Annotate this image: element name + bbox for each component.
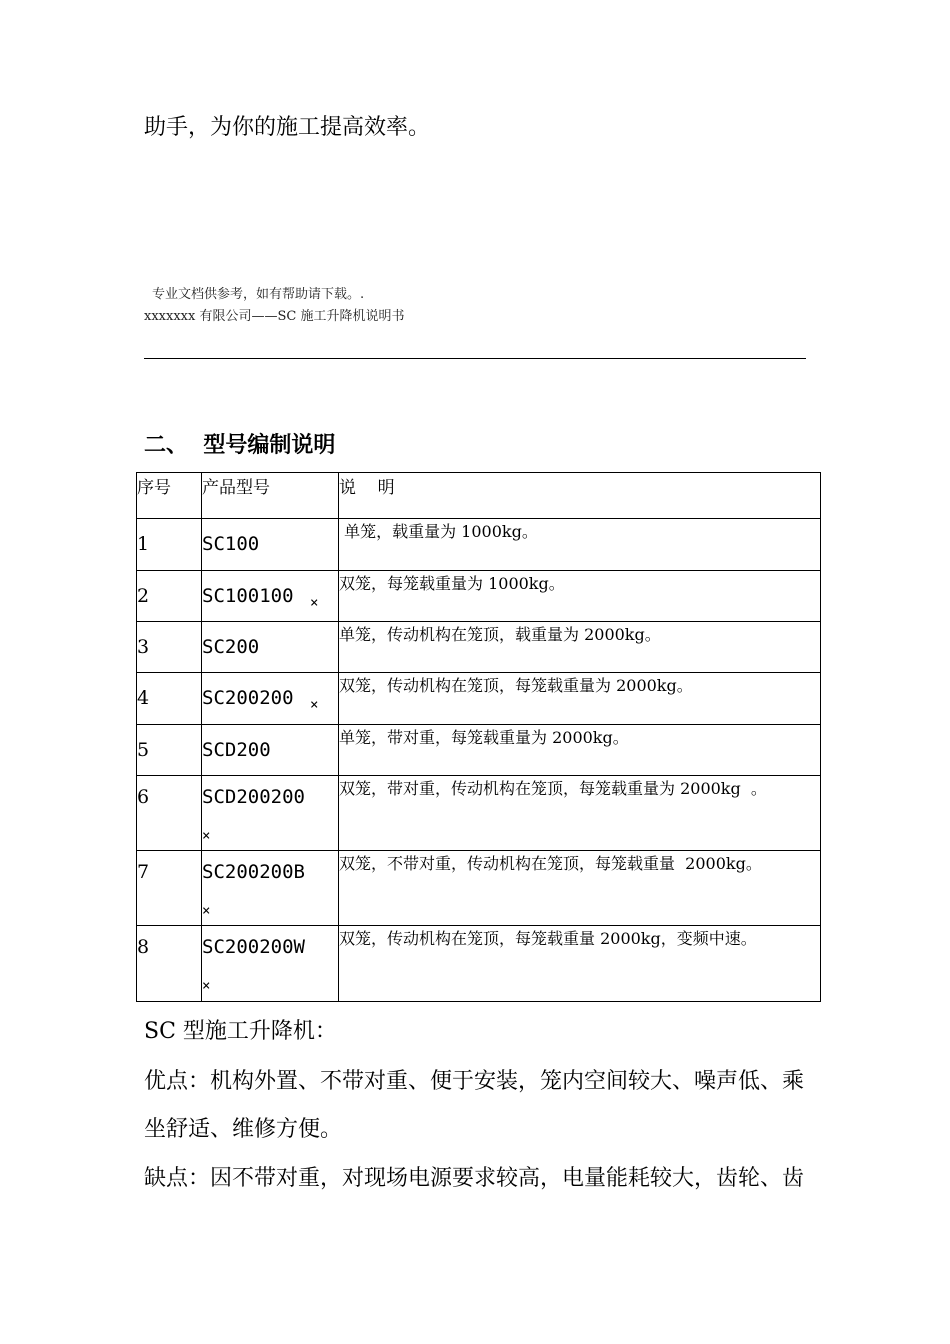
cell-desc: 双笼，传动机构在笼顶，每笼载重量 2000kg，变频中速。 [339, 926, 821, 1002]
cell-no: 3 [137, 622, 202, 673]
cell-desc: 双笼，不带对重，传动机构在笼顶，每笼载重量 2000kg。 [339, 851, 821, 926]
header-no: 序号 [137, 473, 202, 519]
cell-no: 4 [137, 673, 202, 725]
doc-note: 专业文档供参考，如有帮助请下载。. [152, 287, 365, 302]
running-header: xxxxxxx 有限公司——SC 施工升降机说明书 [144, 309, 405, 324]
top-text: 助手，为你的施工提高效率。 [144, 115, 431, 140]
cell-no: 2 [137, 571, 202, 622]
multiply-sign: × [202, 978, 211, 994]
header-model: 产品型号 [202, 473, 339, 519]
paragraph-3: 坐舒适、维修方便。 [144, 1117, 343, 1142]
cell-model [202, 851, 339, 926]
model-code: SC200200B [202, 861, 305, 883]
cell-desc: 双笼，传动机构在笼顶，每笼载重量为 2000kg。 [339, 673, 821, 725]
cell-desc: 双笼，带对重，传动机构在笼顶，每笼载重量为 2000kg 。 [339, 776, 821, 851]
cell-model [202, 776, 339, 851]
model-code: SCD200200 [202, 786, 305, 808]
model-code: SC100 [202, 533, 260, 555]
cell-no: 8 [137, 926, 202, 1002]
table-header-row [137, 473, 821, 519]
model-code: SC200200 [202, 687, 294, 709]
cell-model [202, 673, 339, 725]
paragraph-1: SC 型施工升降机： [144, 1019, 337, 1044]
model-code: SC200 [202, 636, 260, 658]
model-table [136, 472, 821, 1002]
table-row [137, 776, 821, 851]
paragraph-4: 缺点：因不带对重，对现场电源要求较高，电量能耗较大，齿轮、齿 [144, 1166, 805, 1191]
cell-model [202, 926, 339, 1002]
table-row [137, 519, 821, 571]
multiply-sign: × [310, 595, 319, 611]
cell-desc: 单笼，带对重，每笼载重量为 2000kg。 [339, 725, 821, 776]
table-row [137, 851, 821, 926]
cell-desc: 双笼，每笼载重量为 1000kg。 [339, 571, 821, 622]
table-row [137, 725, 821, 776]
multiply-sign: × [310, 697, 319, 713]
multiply-sign: × [202, 903, 211, 919]
cell-desc: 单笼，载重量为 1000kg。 [339, 519, 821, 571]
model-code: SC200200W [202, 936, 305, 958]
model-code: SC100100 [202, 585, 294, 607]
cell-no: 7 [137, 851, 202, 926]
header-rule [144, 358, 806, 359]
paragraph-2: 优点：机构外置、不带对重、便于安装，笼内空间较大、噪声低、乘 [144, 1069, 805, 1094]
table-row [137, 571, 821, 622]
cell-desc: 单笼，传动机构在笼顶，载重量为 2000kg。 [339, 622, 821, 673]
cell-model [202, 571, 339, 622]
cell-model [202, 725, 339, 776]
section-title: 二、 型号编制说明 [144, 433, 336, 458]
cell-no: 1 [137, 519, 202, 571]
table-row [137, 622, 821, 673]
header-desc: 说 明 [339, 473, 821, 519]
table-row [137, 926, 821, 1002]
cell-model [202, 519, 339, 571]
table-row [137, 673, 821, 725]
multiply-sign: × [202, 828, 211, 844]
model-code: SCD200 [202, 739, 271, 761]
cell-model [202, 622, 339, 673]
cell-no: 5 [137, 725, 202, 776]
cell-no: 6 [137, 776, 202, 851]
